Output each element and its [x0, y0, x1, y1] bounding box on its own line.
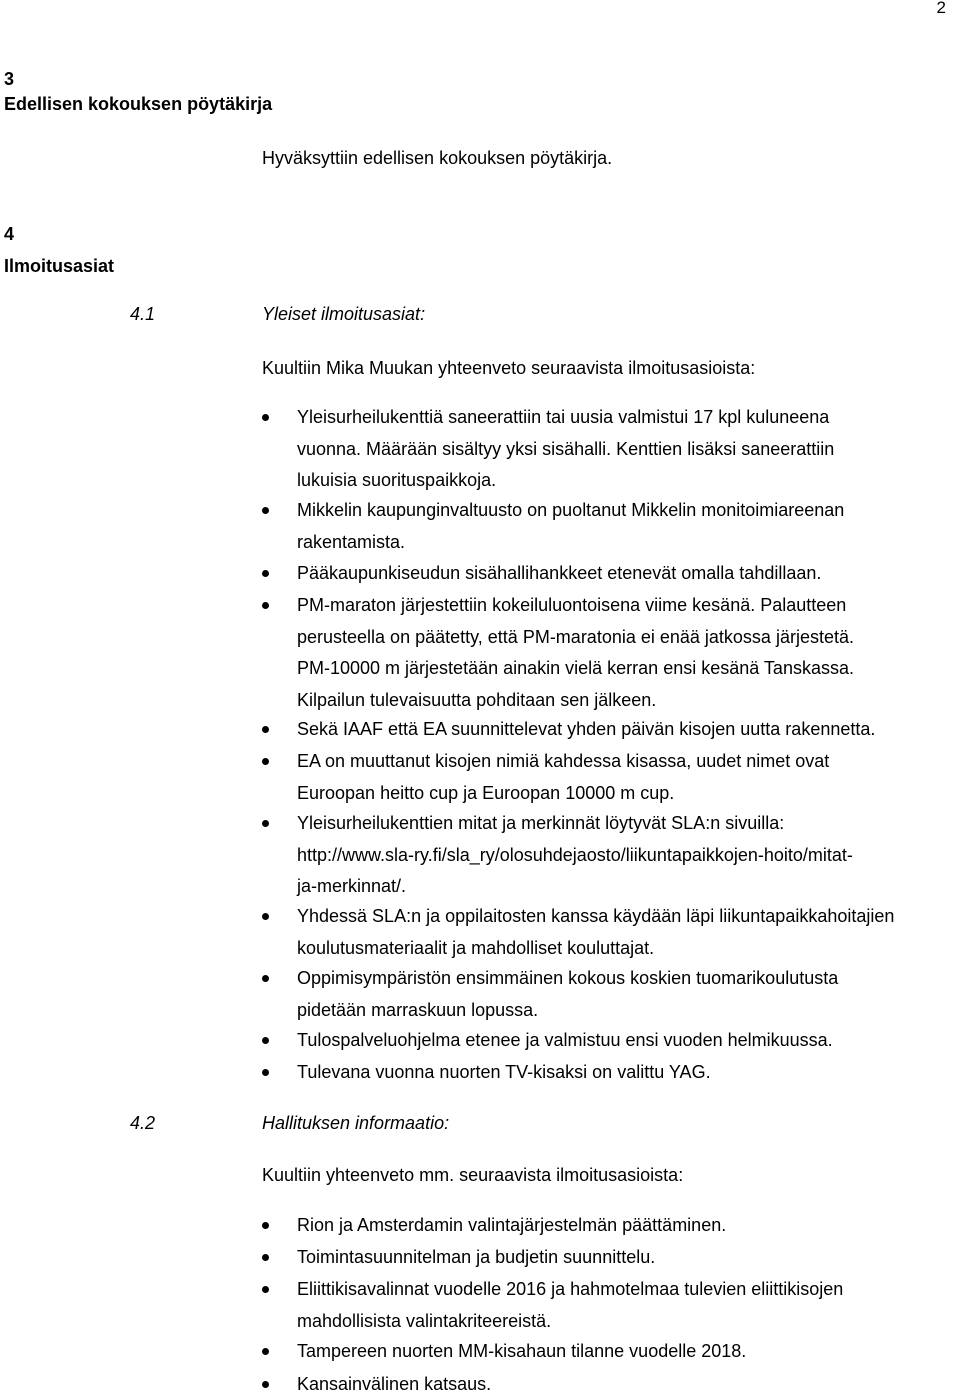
list-item-line: Kansainvälinen katsaus.	[297, 1374, 492, 1394]
list-item-line: Kilpailun tulevaisuutta pohditaan sen jälkeen.	[297, 689, 657, 710]
list-item-line: Tulevana vuonna nuorten TV-kisaksi on valittu YAG.	[297, 1062, 711, 1082]
bullet-icon	[262, 507, 269, 514]
list-item-line: EA on muuttanut kisojen nimiä kahdessa kisassa, uudet nimet ovat	[297, 751, 830, 771]
section-3-text: Hyväksyttiin edellisen kokouksen pöytäkirja.	[262, 148, 613, 168]
section-3-title: Edellisen kokouksen pöytäkirja	[4, 94, 273, 114]
list-item-line: koulutusmateriaalit ja mahdolliset kouluttajat.	[297, 937, 655, 958]
bullet-icon	[262, 1381, 269, 1388]
bullet-icon	[262, 602, 269, 609]
bullet-icon	[262, 913, 269, 920]
list-item-line: Yleisurheilukenttiä saneerattiin tai uusia valmistui 17 kpl kuluneena	[297, 407, 830, 427]
page-number: 2	[936, 0, 946, 17]
section-4-title: Ilmoitusasiat	[4, 256, 115, 276]
subsection-4-2-number: 4.2	[130, 1113, 156, 1133]
bullet-icon	[262, 1348, 269, 1355]
list-item-line: Eliittikisavalinnat vuodelle 2016 ja hahmotelmaa tulevien eliittikisojen	[297, 1279, 844, 1299]
section-3-number: 3	[4, 69, 15, 89]
list-item-line: Mikkelin kaupunginvaltuusto on puoltanut Mikkelin monitoimiareenan	[297, 500, 845, 520]
list-item-line: Oppimisympäristön ensimmäinen kokous koskien tuomarikoulutusta	[297, 968, 839, 988]
list-item-line: Euroopan heitto cup ja Euroopan 10000 m cup.	[297, 782, 675, 803]
bullet-icon	[262, 726, 269, 733]
bullet-icon	[262, 1069, 269, 1076]
bullet-icon	[262, 414, 269, 421]
subsection-4-1-intro: Kuultiin Mika Muukan yhteenveto seuraavista ilmoitusasioista:	[262, 358, 756, 378]
subsection-4-2-title: Hallituksen informaatio:	[262, 1113, 450, 1133]
bullet-icon	[262, 1254, 269, 1261]
subsection-4-1-title: Yleiset ilmoitusasiat:	[262, 304, 426, 324]
bullet-icon	[262, 570, 269, 577]
bullet-icon	[262, 1037, 269, 1044]
subsection-4-1-number: 4.1	[130, 304, 156, 324]
list-item-line: rakentamista.	[297, 531, 406, 552]
list-item-line: Rion ja Amsterdamin valintajärjestelmän päättäminen.	[297, 1215, 727, 1235]
list-item-line: Yleisurheilukenttien mitat ja merkinnät löytyvät SLA:n sivuilla:	[297, 813, 785, 833]
list-item-line: Pääkaupunkiseudun sisähallihankkeet etenevät omalla tahdillaan.	[297, 563, 822, 583]
list-item-line: Tulospalveluohjelma etenee ja valmistuu ensi vuoden helmikuussa.	[297, 1030, 833, 1050]
section-4-number: 4	[4, 224, 15, 244]
list-item-line: mahdollisista valintakriteereistä.	[297, 1310, 552, 1331]
list-item-line: vuonna. Määrään sisältyy yksi sisähalli. Kenttien lisäksi saneerattiin	[297, 438, 835, 459]
list-item-line: PM-10000 m järjestetään ainakin vielä kerran ensi kesänä Tanskassa.	[297, 658, 854, 678]
bullet-icon	[262, 1286, 269, 1293]
list-item-line: Yhdessä SLA:n ja oppilaitosten kanssa käydään läpi liikuntapaikkahoitajien	[297, 906, 895, 926]
list-item-line: perusteella on päätetty, että PM-maratonia ei enää jatkossa järjestetä.	[297, 626, 854, 647]
list-item-line: PM-maraton järjestettiin kokeiluluontoisena viime kesänä. Palautteen	[297, 595, 847, 615]
list-item-line: Sekä IAAF että EA suunnittelevat yhden päivän kisojen uutta rakennetta.	[297, 719, 876, 739]
subsection-4-2-intro: Kuultiin yhteenveto mm. seuraavista ilmoitusasioista:	[262, 1165, 684, 1185]
list-item-line: ja-merkinnat/.	[297, 876, 407, 896]
bullet-icon	[262, 975, 269, 982]
bullet-icon	[262, 1222, 269, 1229]
list-item-line: Toimintasuunnitelman ja budjetin suunnittelu.	[297, 1247, 656, 1267]
list-item-line: lukuisia suorituspaikkoja.	[297, 470, 497, 490]
bullet-icon	[262, 758, 269, 765]
list-item-line: http://www.sla-ry.fi/sla_ry/olosuhdejaosto/liikuntapaikkojen-hoito/mitat-	[297, 844, 853, 865]
list-item-line: Tampereen nuorten MM-kisahaun tilanne vuodelle 2018.	[297, 1341, 747, 1361]
bullet-icon	[262, 820, 269, 827]
list-item-line: pidetään marraskuun lopussa.	[297, 999, 539, 1020]
